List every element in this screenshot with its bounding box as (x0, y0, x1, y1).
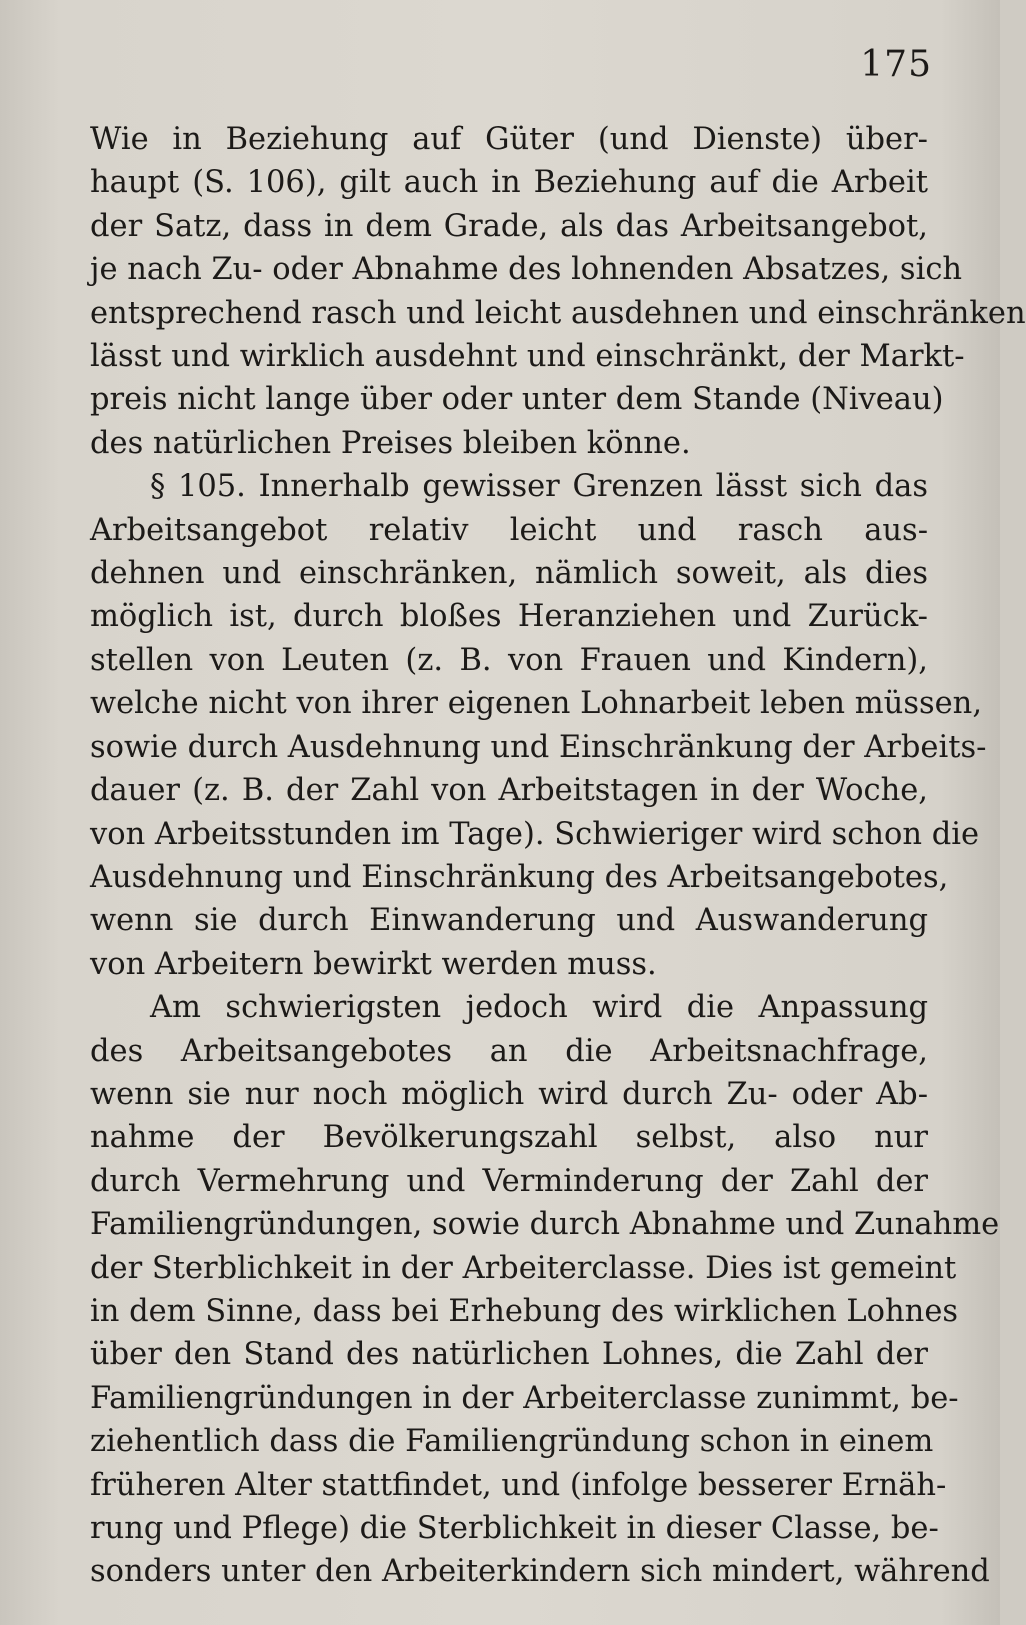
text-line: entsprechend rasch und leicht ausdehnen und einschränken (90, 295, 1026, 331)
text-line: welche nicht von ihrer eigenen Lohnarbeit leben müssen, (90, 686, 983, 722)
text-line: rung und Pflege) die Sterblichkeit in dieser Classe, be- (90, 1511, 939, 1546)
text-line: der Satz, dass in dem Grade, als das Arbeitsangebot, (90, 208, 928, 244)
text-line: preis nicht lange über oder unter dem Stande (Niveau) (90, 382, 944, 418)
text-line: Wie in Beziehung auf Güter (und Dienste) über- (90, 122, 928, 157)
text-line: Familiengründungen, sowie durch Abnahme und Zunahme (90, 1207, 1000, 1243)
paragraph-start-line: Am schwierigsten jedoch wird die Anpassung (150, 990, 928, 1026)
text-line: wenn sie nur noch möglich wird durch Zu- oder Ab- (90, 1076, 928, 1112)
text-line: der Sterblichkeit in der Arbeiterclasse. Dies ist gemeint (90, 1250, 957, 1286)
page-number: 175 (860, 44, 932, 85)
text-line: Arbeitsangebot relativ leicht und rasch aus- (90, 512, 928, 548)
text-line: früheren Alter stattfindet, und (infolge besserer Ernäh- (90, 1467, 947, 1503)
text-line: des Arbeitsangebotes an die Arbeitsnachfrage, (90, 1033, 928, 1069)
text-line: stellen von Leuten (z. B. von Frauen und Kindern), (90, 642, 928, 678)
section-heading-line: § 105. Innerhalb gewisser Grenzen lässt sich das (150, 469, 928, 505)
text-line: von Arbeitern bewirkt werden muss. (90, 946, 657, 982)
text-line: des natürlichen Preises bleiben könne. (90, 425, 691, 461)
text-line: Familiengründungen in der Arbeiterclasse zunimmt, be- (90, 1380, 959, 1416)
text-line: von Arbeitsstunden im Tage). Schwieriger wird schon die (90, 816, 980, 852)
body-text (90, 118, 1026, 1594)
text-line: nahme der Bevölkerungszahl selbst, also nur (90, 1120, 928, 1156)
text-line: je nach Zu- oder Abnahme des lohnenden Absatzes, sich (90, 252, 963, 288)
text-line: dehnen und einschränken, nämlich soweit, als dies (90, 556, 928, 592)
text-line: durch Vermehrung und Verminderung der Zahl der (90, 1163, 928, 1199)
text-line: über den Stand des natürlichen Lohnes, die Zahl der (90, 1337, 928, 1373)
text-line: dauer (z. B. der Zahl von Arbeitstagen in der Woche, (90, 773, 928, 809)
text-line: Ausdehnung und Einschränkung des Arbeitsangebotes, (90, 859, 949, 895)
text-line: haupt (S. 106), gilt auch in Beziehung auf die Arbeit (90, 165, 928, 201)
text-line: lässt und wirklich ausdehnt und einschränkt, der Markt- (90, 339, 965, 375)
text-line: sonders unter den Arbeiterkindern sich mindert, während (90, 1554, 990, 1590)
text-line: wenn sie durch Einwanderung und Auswanderung (90, 903, 928, 939)
text-line: ziehentlich dass die Familiengründung schon in einem (90, 1424, 934, 1460)
text-line: sowie durch Ausdehnung und Einschränkung der Arbeits- (90, 729, 987, 765)
text-line: möglich ist, durch bloßes Heranziehen und Zurück- (90, 599, 928, 635)
text-line: in dem Sinne, dass bei Erhebung des wirklichen Lohnes (90, 1293, 959, 1329)
